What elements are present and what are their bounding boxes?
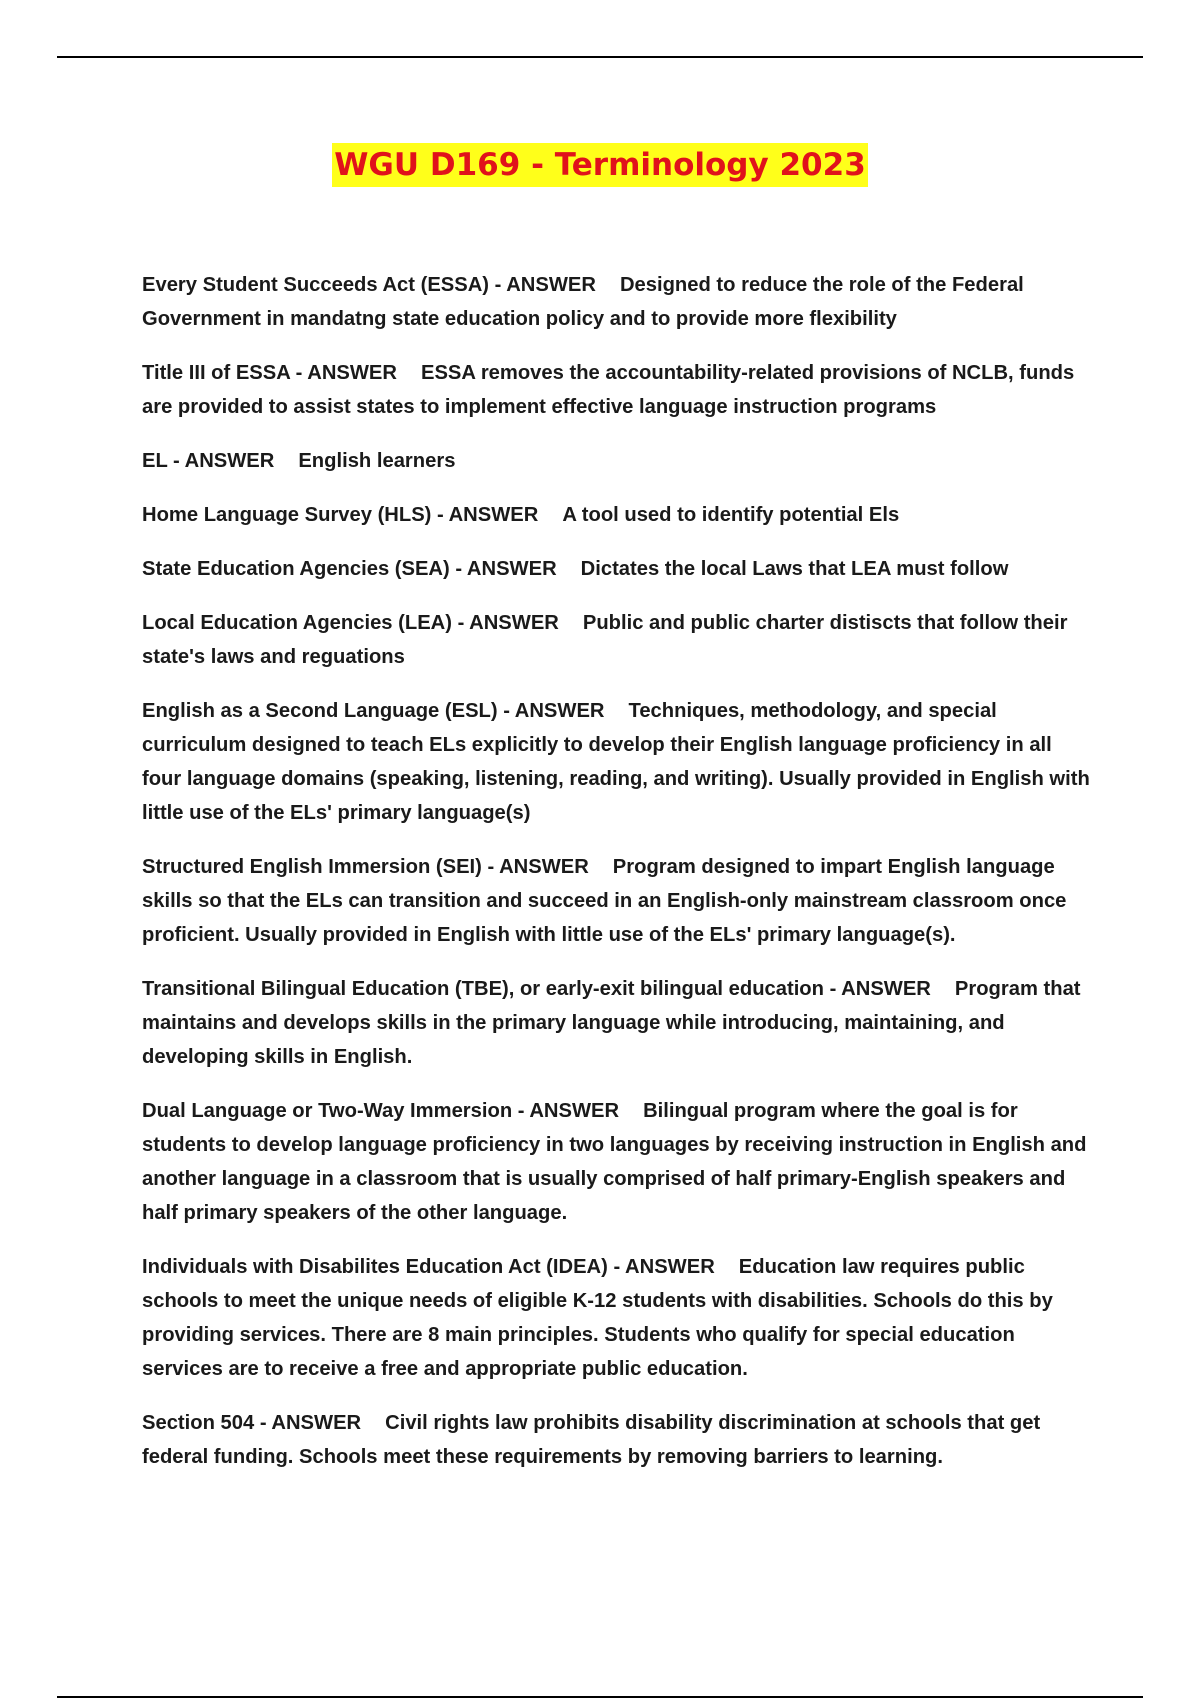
term-name: EL - ANSWER — [142, 450, 275, 472]
term-definition: Program that maintains and develops skills in the primary language while introducing, maintaining, and developing skills in English. — [142, 978, 1081, 1068]
term-entry — [142, 694, 1092, 830]
term-name: Structured English Immersion (SEI) - ANSWER — [142, 856, 589, 878]
term-name: State Education Agencies (SEA) - ANSWER — [142, 558, 557, 580]
terms-list — [142, 268, 1092, 1494]
term-definition: Program designed to impart English language skills so that the ELs can transition and succeed in an English-only mainstream classroom once proficient. Usually provided in English with little use of the ELs' primary language(s). — [142, 856, 1067, 946]
term-definition: Designed to reduce the role of the Federal Government in mandatng state education policy and to provide more flexibility — [142, 274, 1024, 330]
term-definition: A tool used to identify potential Els — [562, 504, 900, 526]
term-entry — [142, 972, 1092, 1074]
term-entry — [142, 606, 1092, 674]
term-definition: Dictates the local Laws that LEA must follow — [580, 558, 1009, 580]
term-definition: Education law requires public schools to meet the unique needs of eligible K-12 students with disabilities. Schools do this by providing services. There are 8 main principles. Students who qualify for special education services are to receive a free and appropriate public education. — [142, 1256, 1053, 1380]
term-name: English as a Second Language (ESL) - ANSWER — [142, 700, 605, 722]
title-container — [0, 143, 1200, 187]
bottom-rule — [57, 1696, 1143, 1698]
term-name: Transitional Bilingual Education (TBE), or early-exit bilingual education - ANSWER — [142, 978, 931, 1000]
term-entry — [142, 850, 1092, 952]
term-name: Dual Language or Two-Way Immersion - ANSWER — [142, 1100, 620, 1122]
term-entry — [142, 268, 1092, 336]
term-name: Local Education Agencies (LEA) - ANSWER — [142, 612, 559, 634]
term-definition: Bilingual program where the goal is for students to develop language proficiency in two languages by receiving instruction in English and another language in a classroom that is usually comprised of half primary-English speakers and half primary speakers of the other language. — [142, 1100, 1087, 1224]
term-definition: ESSA removes the accountability-related provisions of NCLB, funds are provided to assist states to implement effective language instruction programs — [142, 362, 1075, 418]
term-name: Section 504 - ANSWER — [142, 1412, 362, 1434]
term-entry — [142, 552, 1092, 586]
term-entry — [142, 356, 1092, 424]
term-definition: English learners — [298, 450, 456, 472]
term-entry — [142, 1250, 1092, 1386]
term-entry — [142, 1094, 1092, 1230]
term-entry — [142, 498, 1092, 532]
term-entry — [142, 444, 1092, 478]
term-name: Every Student Succeeds Act (ESSA) - ANSWER — [142, 274, 596, 296]
term-definition: Public and public charter distiscts that follow their state's laws and reguations — [142, 612, 1068, 668]
document-title: WGU D169 - Terminology 2023 — [332, 143, 868, 187]
term-name: Title III of ESSA - ANSWER — [142, 362, 397, 384]
top-rule — [57, 56, 1143, 58]
term-name: Home Language Survey (HLS) - ANSWER — [142, 504, 539, 526]
term-definition: Techniques, methodology, and special curriculum designed to teach ELs explicitly to develop their English language proficiency in all four language domains (speaking, listening, reading, and writing). Usually provided in English with little use of the ELs' primary language(s) — [142, 700, 1090, 824]
term-name: Individuals with Disabilites Education Act (IDEA) - ANSWER — [142, 1256, 715, 1278]
term-entry — [142, 1406, 1092, 1474]
term-definition: Civil rights law prohibits disability discrimination at schools that get federal funding. Schools meet these requirements by removing barriers to learning. — [142, 1412, 1041, 1468]
